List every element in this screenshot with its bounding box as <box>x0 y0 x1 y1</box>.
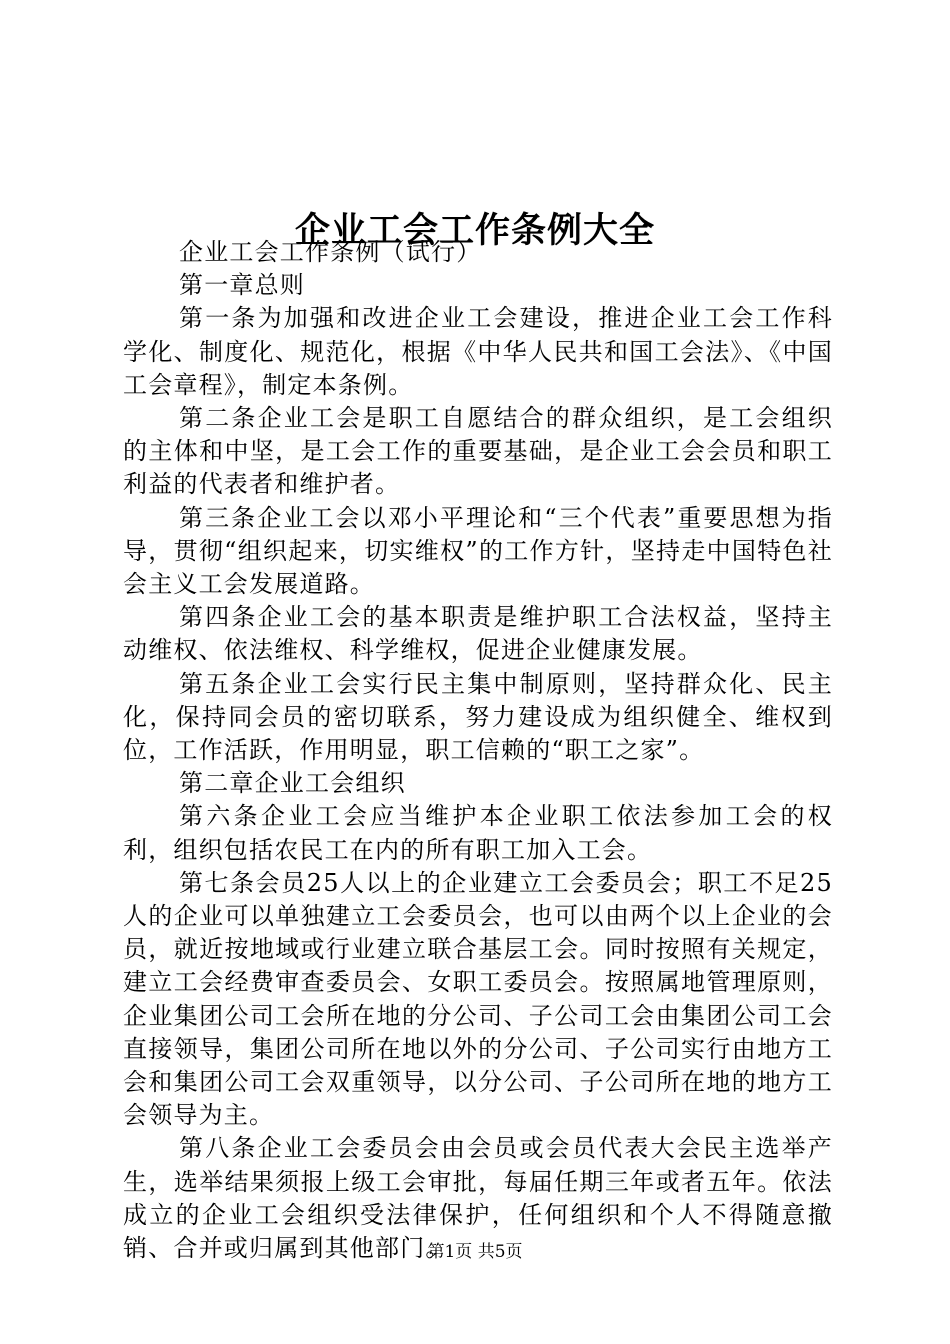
paragraph-article-5: 第五条企业工会实行民主集中制原则，坚持群众化、民主化，保持同会员的密切联系，努力建设成为组织健全、维权到位，工作活跃，作用明显，职工信赖的“职工之家”。 <box>123 669 833 765</box>
paragraph-article-4: 第四条企业工会的基本职责是维护职工合法权益，坚持主动维权、依法维权、科学维权，促进企业健康发展。 <box>123 603 833 665</box>
paragraph-article-1: 第一条为加强和改进企业工会建设，推进企业工会工作科学化、制度化、规范化，根据《中华人民共和国工会法》、《中国工会章程》，制定本条例。 <box>123 304 833 399</box>
paragraph-chapter-1-heading: 第一章总则 <box>179 271 305 300</box>
paragraph-chapter-2-heading: 第二章企业工会组织 <box>179 769 406 798</box>
paragraph-article-3: 第三条企业工会以邓小平理论和“三个代表”重要思想为指导，贯彻“组织起来，切实维权”的工作方针，坚持走中国特色社会主义工会发展道路。 <box>123 503 833 599</box>
paragraph-regulation-name: 企业工会工作条例（试行） <box>179 238 482 266</box>
page-number-footer: 第1页 共5页 <box>427 1242 523 1262</box>
document-title: 企业工会工作条例大全 <box>294 210 655 252</box>
paragraph-article-6: 第六条企业工会应当维护本企业职工依法参加工会的权利，组织包括农民工在内的所有职工加入工会。 <box>123 802 833 864</box>
paragraph-article-8: 第八条企业工会委员会由会员或会员代表大会民主选举产生，选举结果须报上级工会审批，每届任期三年或者五年。依法成立的企业工会组织受法律保护，任何组织和个人不得随意撤销、合并或归属到其他部门。 <box>123 1134 833 1263</box>
paragraph-article-7: 第七条会员25人以上的企业建立工会委员会；职工不足25人的企业可以单独建立工会委员会，也可以由两个以上企业的会员，就近按地域或行业建立联合基层工会。同时按照有关规定，建立工会经费审查委员会、女职工委员会。按照属地管理原则，企业集团公司工会所在地的分公司、子公司工会由集团公司工会直接领导，集团公司所在地以外的分公司、子公司实行由地方工会和集团公司工会双重领导，以分公司、子公司所在地的地方工会领导为主。 <box>123 868 833 1130</box>
paragraph-article-2: 第二条企业工会是职工自愿结合的群众组织，是工会组织的主体和中坚，是工会工作的重要基础，是企业工会会员和职工利益的代表者和维护者。 <box>123 404 833 499</box>
document-body <box>123 236 833 1265</box>
